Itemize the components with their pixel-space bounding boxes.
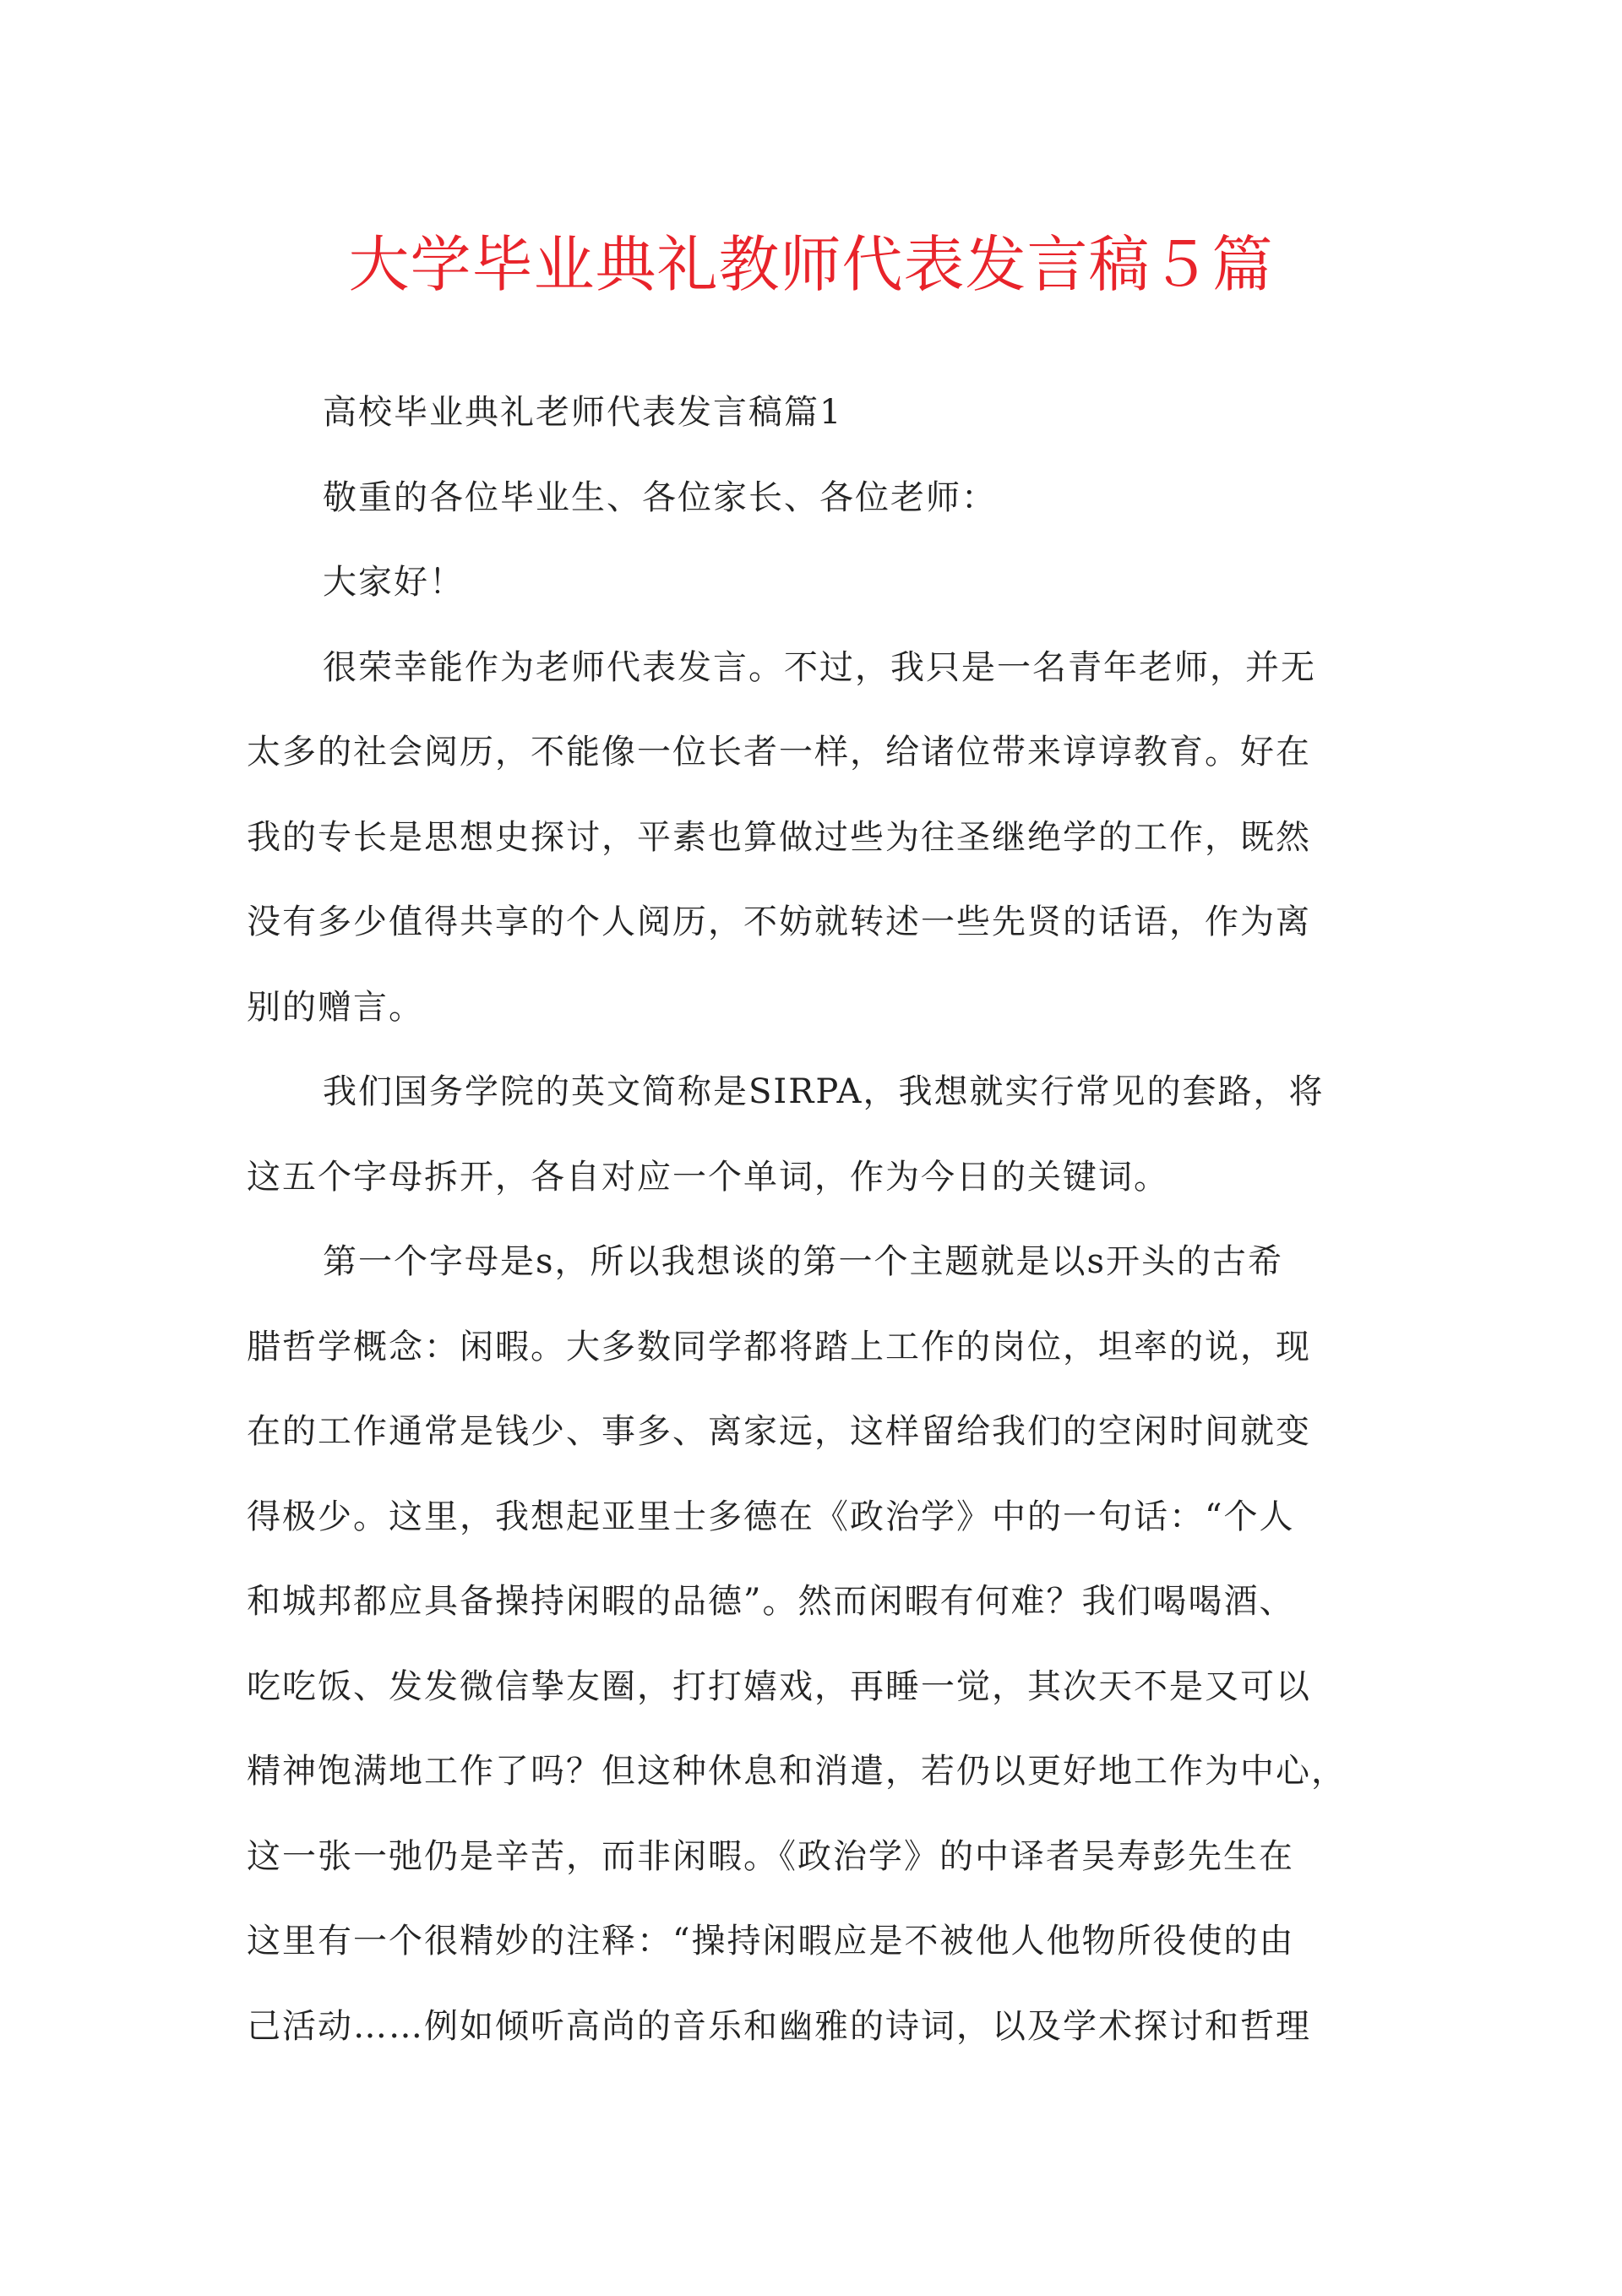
- text-line: 得极少。这里，我想起亚里士多德在《政治学》中的一句话：“个人: [247, 1497, 1295, 1536]
- text-line: 我们国务学院的英文简称是SIRPA，我想就实行常见的套路，将: [323, 1072, 1325, 1111]
- text-line: 和城邦都应具备操持闲暇的品德”。然而闲暇有何难？我们喝喝酒、: [247, 1582, 1295, 1621]
- text-line: 腊哲学概念：闲暇。大多数同学都将踏上工作的岗位，坦率的说，现: [247, 1327, 1311, 1366]
- text-line: 己活动……例如倾听高尚的音乐和幽雅的诗词，以及学术探讨和哲理: [247, 2006, 1311, 2046]
- text-line: 太多的社会阅历，不能像一位长者一样，给诸位带来谆谆教育。好在: [247, 733, 1311, 772]
- salutation: [247, 455, 1375, 541]
- paragraph: [247, 1050, 1375, 1219]
- section-heading: [247, 370, 1375, 455]
- paragraph: [247, 625, 1375, 1050]
- text-line: 这里有一个很精妙的注释：“操持闲暇应是不被他人他物所役使的由: [247, 1922, 1295, 1961]
- text-line: 大家好！: [323, 563, 465, 602]
- text-line: 别的赠言。: [247, 987, 424, 1027]
- document-body: [247, 370, 1375, 2069]
- text-line: 这一张一弛仍是辛苦，而非闲暇。《政治学》的中译者吴寿彭先生在: [247, 1836, 1294, 1876]
- text-line: 敬重的各位毕业生、各位家长、各位老师：: [323, 477, 997, 517]
- text-line: 我的专长是思想史探讨，平素也算做过些为往圣继绝学的工作，既然: [247, 817, 1311, 857]
- text-line: 很荣幸能作为老师代表发言。不过，我只是一名青年老师，并无: [323, 647, 1316, 687]
- text-line: 吃吃饭、发发微信挚友圈，打打嬉戏，再睡一觉，其次天不是又可以: [247, 1666, 1311, 1706]
- text-line: 没有多少值得共享的个人阅历，不妨就转述一些先贤的话语，作为离: [247, 903, 1311, 941]
- greeting: [247, 540, 1375, 625]
- text-line: 第一个字母是s，所以我想谈的第一个主题就是以s开头的古希: [323, 1242, 1284, 1281]
- text-line: 高校毕业典礼老师代表发言稿篇1: [323, 393, 843, 432]
- paragraph: [247, 1219, 1375, 2069]
- text-line: 精神饱满地工作了吗？但这种休息和消遣，若仍以更好地工作为中心，: [247, 1752, 1347, 1791]
- document-title: 大学毕业典礼教师代表发言稿５篇: [348, 229, 1274, 300]
- text-line: 在的工作通常是钱少、事多、离家远，这样留给我们的空闲时间就变: [247, 1412, 1311, 1451]
- text-line: 这五个字母拆开，各自对应一个单词，作为今日的关键词。: [247, 1157, 1169, 1197]
